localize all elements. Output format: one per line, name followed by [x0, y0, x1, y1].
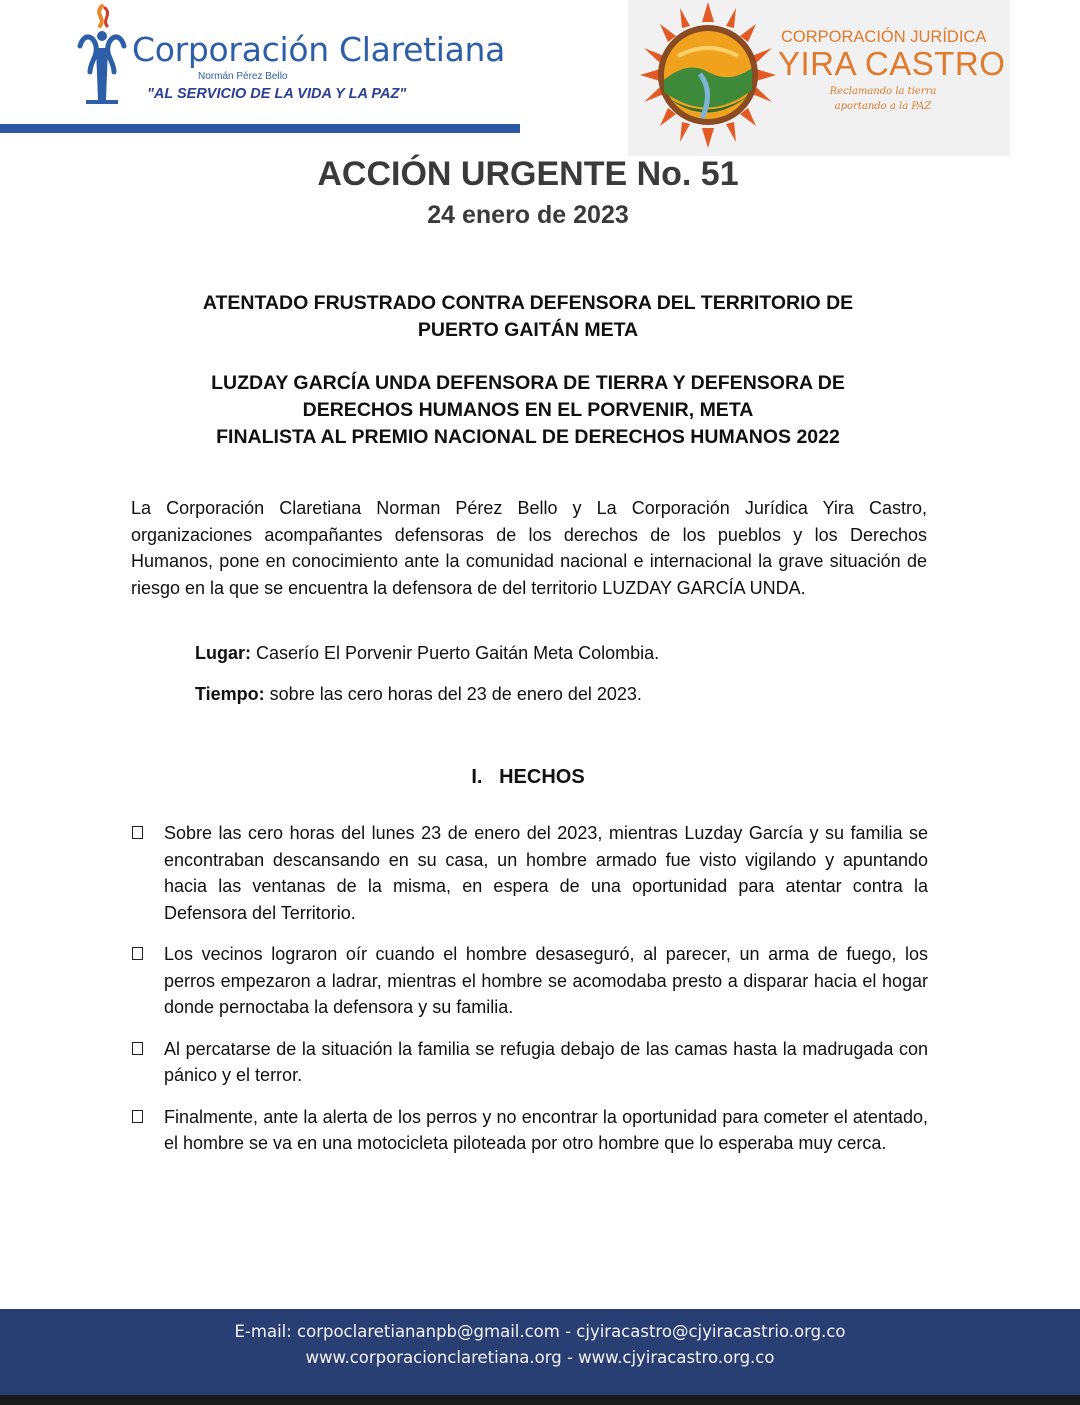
claretiana-emblem-icon: [72, 2, 132, 108]
facts-list: [128, 820, 928, 1172]
bottom-strip: [0, 1395, 1080, 1405]
footer-emails: E-mail: corpoclaretiananpb@gmail.com - cjyiracastro@cjyiracastrio.org.co: [234, 1322, 846, 1341]
checkbox-bullet-icon: [132, 826, 143, 839]
headline-attack-line: ATENTADO FRUSTRADO CONTRA DEFENSORA DEL TERRITORIO DE: [202, 292, 854, 314]
yira-castro-tagline-1: Reclamando la tierra: [829, 86, 937, 97]
headline-defender: [0, 370, 1056, 451]
footer-websites: www.corporacionclaretiana.org - www.cjyiracastro.org.co: [305, 1348, 775, 1367]
yira-castro-org-type: CORPORACIÓN JURÍDICA: [781, 28, 987, 46]
claretiana-logo: [70, 0, 520, 110]
place-label: Lugar:: [195, 643, 251, 663]
document-title: ACCIÓN URGENTE No. 51: [317, 155, 739, 193]
section-heading-facts: I. HECHOS: [471, 766, 585, 788]
checkbox-bullet-icon: [132, 947, 143, 960]
fact-text: Al percatarse de la situación la familia se refugia debajo de las camas hasta la madrugada con pánico y el terror.: [164, 1038, 928, 1085]
yira-castro-tagline-2: aportando a la PAZ: [834, 101, 932, 112]
list-item: [128, 1104, 928, 1157]
headline-defender-line: DERECHOS HUMANOS EN EL PORVENIR, META: [302, 399, 754, 421]
list-item: [128, 820, 928, 926]
headline-defender-line: FINALISTA AL PREMIO NACIONAL DE DERECHOS HUMANOS 2022: [216, 426, 840, 448]
yira-castro-name: YIRA CASTRO: [778, 45, 1006, 82]
intro-paragraph: La Corporación Claretiana Norman Pérez Bello y La Corporación Jurídica Yira Castro, organizaciones acompañantes defensoras de los derechos de los pueblos y los Derechos Humanos, pone en conocimiento ante la comunidad nacional e internacional la grave situación de riesgo en la que se encuentra la defensora de del territorio LUZDAY GARCÍA UNDA.: [131, 498, 927, 598]
footer-bar: [0, 1309, 1080, 1405]
header-divider: [0, 124, 520, 133]
headline-defender-line: LUZDAY GARCÍA UNDA DEFENSORA DE TIERRA Y DEFENSORA DE: [211, 372, 845, 394]
place-line: [195, 643, 659, 664]
list-item: [128, 941, 928, 1021]
headline-attack: [0, 290, 1056, 344]
yira-castro-sun-icon: [638, 0, 778, 150]
time-value: sobre las cero horas del 23 de enero del 2023.: [264, 684, 642, 704]
time-label: Tiempo:: [195, 684, 265, 704]
claretiana-subname: Normán Pérez Bello: [198, 71, 288, 82]
claretiana-name: Corporación Claretiana: [132, 30, 506, 69]
headline-attack-line: PUERTO GAITÁN META: [417, 319, 639, 341]
claretiana-slogan: "AL SERVICIO DE LA VIDA Y LA PAZ": [147, 86, 407, 102]
fact-text: Sobre las cero horas del lunes 23 de enero del 2023, mientras Luzday García y su familia se encontraban descansando en su casa, un hombre armado fue visto vigilando y apuntando hacia las ventanas de la misma, en espera de una oportunidad para atentar contra la Defensora del Territorio.: [164, 823, 928, 923]
fact-text: Los vecinos lograron oír cuando el hombre desaseguró, al parecer, un arma de fuego, los perros empezaron a ladrar, mientras el hombre se acomodaba presto a disparar hacia el hogar donde pernoctaba la defensora y su familia.: [164, 944, 928, 1017]
document-date: 24 enero de 2023: [427, 201, 629, 229]
checkbox-bullet-icon: [132, 1110, 143, 1123]
time-line: [195, 684, 642, 705]
place-value: Caserío El Porvenir Puerto Gaitán Meta Colombia.: [251, 643, 660, 663]
list-item: [128, 1036, 928, 1089]
fact-text: Finalmente, ante la alerta de los perros y no encontrar la oportunidad para cometer el atentado, el hombre se va en una motocicleta piloteada por otro hombre que lo esperaba muy cerca.: [164, 1106, 928, 1153]
checkbox-bullet-icon: [132, 1042, 143, 1055]
yira-castro-logo: [628, 0, 1010, 156]
